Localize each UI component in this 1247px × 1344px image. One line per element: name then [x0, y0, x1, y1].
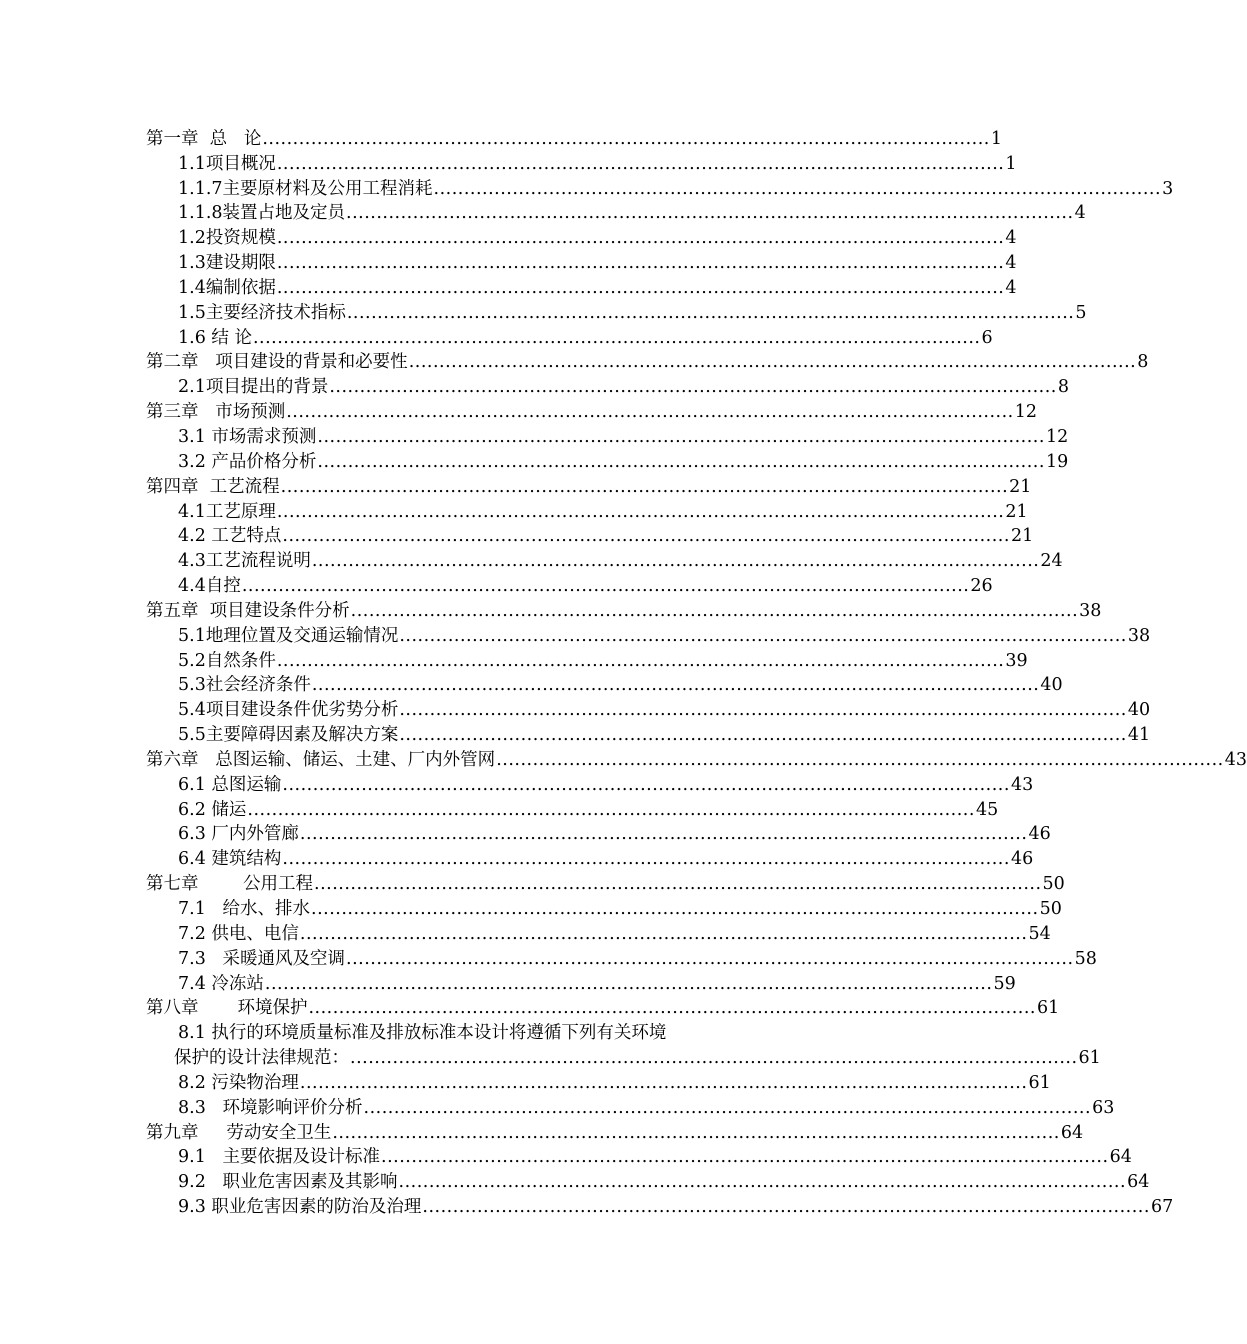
toc-entry-title: 3.1 市场需求预测 — [178, 426, 317, 447]
toc-dot-leader: ........................................................................................................................ — [408, 352, 1137, 373]
toc-entry-title: 4.2 工艺特点 — [178, 526, 282, 547]
toc-entry-title: 5.4项目建设条件优劣势分析 — [178, 700, 399, 721]
toc-page-number: 38 — [1127, 625, 1151, 646]
toc-entry-title: 第五章 项目建设条件分析 — [146, 600, 350, 621]
toc-entry-title: 第二章 项目建设的背景和必要性 — [146, 352, 408, 373]
toc-dot-leader: ........................................................................................................................ — [247, 799, 975, 820]
toc-entry-title: 9.2 职业危害因素及其影响 — [178, 1172, 398, 1193]
toc-dot-leader: ........................................................................................................................ — [264, 973, 993, 994]
toc-page-number: 46 — [1028, 824, 1051, 845]
toc-page-number: 24 — [1040, 551, 1063, 572]
toc-dot-leader: ........................................................................................................................ — [311, 551, 1040, 572]
toc-page-number: 43 — [1010, 774, 1034, 795]
toc-page-number: 21 — [1005, 501, 1028, 522]
toc-entry-title: 6.1 总图运输 — [178, 774, 282, 795]
toc-page-number: 4 — [1005, 277, 1017, 298]
toc-section-entry[interactable] — [146, 447, 1069, 472]
toc-entry-title: 7.2 供电、电信 — [178, 923, 299, 944]
toc-chapter-entry[interactable] — [146, 348, 1149, 373]
toc-dot-leader: ........................................................................................................................ — [299, 824, 1028, 845]
toc-entry-title: 1.6 结 论 — [178, 327, 252, 348]
toc-page-number: 21 — [1009, 476, 1032, 497]
toc-page-number: 58 — [1074, 948, 1097, 969]
toc-section-entry[interactable] — [146, 298, 1087, 323]
toc-section-entry[interactable] — [146, 223, 1017, 249]
toc-section-entry[interactable] — [146, 522, 1034, 547]
toc-section-entry[interactable] — [146, 621, 1151, 646]
toc-section-entry[interactable] — [146, 323, 993, 348]
toc-page-number: 40 — [1127, 700, 1151, 721]
toc-dot-leader: ........................................................................................................................ — [241, 576, 970, 597]
toc-entry-title: 3.2 产品价格分析 — [178, 451, 317, 472]
toc-dot-leader: ........................................................................................................................ — [496, 749, 1224, 770]
toc-entry-title: 1.4编制依据 — [178, 277, 276, 298]
toc-entry-title: 保护的设计法律规范： — [174, 1048, 349, 1069]
toc-dot-leader: ........................................................................................................................ — [332, 1122, 1060, 1143]
toc-section-entry[interactable] — [146, 770, 1034, 795]
toc-entry-title: 4.1工艺原理 — [178, 501, 276, 522]
toc-entry-title: 8.3 环境影响评价分析 — [178, 1097, 363, 1118]
toc-section-entry[interactable] — [146, 571, 993, 597]
toc-section-entry[interactable] — [146, 795, 999, 820]
toc-chapter-entry[interactable] — [146, 994, 1060, 1019]
toc-entry-title: 1.1.7主要原材料及公用工程消耗 — [178, 178, 433, 199]
toc-page-number: 5 — [1075, 302, 1087, 323]
toc-dot-leader: ........................................................................................................................ — [276, 253, 1005, 274]
toc-entry-title: 第七章 公用工程 — [146, 874, 314, 895]
toc-entry-title: 7.1 给水、排水 — [178, 899, 311, 919]
toc-dot-leader: ........................................................................................................................ — [311, 899, 1039, 919]
toc-page-number: 59 — [993, 973, 1016, 994]
toc-chapter-entry[interactable] — [146, 1118, 1084, 1143]
toc-dot-leader: ........................................................................................................................ — [317, 426, 1045, 447]
toc-page-number: 63 — [1092, 1097, 1115, 1118]
toc-page-number: 26 — [970, 576, 993, 597]
toc-page-number: 61 — [1036, 998, 1060, 1019]
toc-page-number: 64 — [1109, 1147, 1132, 1168]
toc-page-number: 4 — [1074, 203, 1086, 224]
toc-entry-title: 5.1地理位置及交通运输情况 — [178, 625, 399, 646]
toc-section-entry[interactable] — [146, 174, 1174, 199]
toc-dot-leader: ........................................................................................................................ — [276, 277, 1005, 298]
toc-page-number: 67 — [1150, 1197, 1174, 1218]
toc-dot-leader: ........................................................................................................................ — [299, 923, 1028, 944]
toc-page-number: 38 — [1079, 600, 1102, 621]
toc-entry-title: 第九章 劳动安全卫生 — [146, 1122, 332, 1143]
toc-section-entry[interactable] — [146, 273, 1017, 298]
toc-entry-title: 第八章 环境保护 — [146, 998, 308, 1019]
toc-section-entry[interactable] — [146, 1093, 1115, 1118]
toc-section-entry[interactable] — [146, 1068, 1051, 1093]
toc-entry-title: 2.1项目提出的背景 — [178, 377, 329, 398]
toc-entry-title: 7.4 冷冻站 — [178, 973, 264, 994]
toc-dot-leader: ........................................................................................................................ — [346, 948, 1074, 969]
toc-dot-leader: ........................................................................................................................ — [363, 1097, 1092, 1118]
toc-section-entry[interactable] — [146, 646, 1028, 671]
toc-page-number: 12 — [1014, 402, 1038, 423]
toc-section-entry[interactable] — [146, 1143, 1132, 1168]
toc-entry-title: 9.1 主要依据及设计标准 — [178, 1147, 381, 1168]
toc-dot-leader: ........................................................................................................................ — [399, 700, 1127, 721]
toc-dot-leader: ........................................................................................................................ — [433, 178, 1162, 199]
toc-entry-title: 8.2 污染物治理 — [178, 1072, 299, 1093]
toc-entry-title: 8.1 执行的环境质量标准及排放标准本设计将遵循下列有关环境 — [178, 1023, 667, 1044]
toc-entry-title: 第六章 总图运输、储运、土建、厂内外管网 — [146, 749, 496, 770]
toc-section-entry[interactable] — [146, 820, 1051, 845]
toc-page-number: 40 — [1040, 675, 1063, 696]
toc-page-number: 19 — [1045, 451, 1069, 472]
toc-section-entry[interactable] — [146, 894, 1062, 919]
toc-dot-leader: ........................................................................................................................ — [350, 600, 1079, 621]
toc-page-number: 21 — [1010, 526, 1034, 547]
toc-dot-leader: ........................................................................................................................ — [276, 153, 1005, 174]
toc-page-number: 46 — [1010, 849, 1034, 870]
toc-entry-title: 6.2 储运 — [178, 799, 247, 820]
toc-dot-leader: ........................................................................................................................ — [282, 526, 1010, 547]
toc-entry-title: 1.1项目概况 — [178, 153, 276, 174]
toc-page-number: 3 — [1162, 178, 1174, 199]
toc-page-number: 8 — [1057, 377, 1070, 398]
toc-section-entry[interactable] — [146, 248, 1017, 274]
toc-dot-leader: ........................................................................................................................ — [276, 501, 1005, 522]
toc-chapter-entry[interactable] — [146, 869, 1065, 895]
toc-page-number: 61 — [1028, 1072, 1051, 1093]
toc-section-entry[interactable] — [146, 720, 1151, 746]
toc-page-number: 4 — [1005, 228, 1017, 249]
toc-page-number: 12 — [1045, 426, 1069, 447]
toc-entry-title: 4.4自控 — [178, 576, 241, 597]
toc-entry-title: 1.5主要经济技术指标 — [178, 302, 346, 323]
toc-section-entry[interactable] — [146, 969, 1016, 994]
toc-page-number: 41 — [1127, 725, 1151, 746]
toc-entry-title: 9.3 职业危害因素的防治及治理 — [178, 1197, 422, 1218]
toc-section-entry[interactable] — [146, 497, 1028, 522]
toc-section-entry[interactable] — [146, 1018, 808, 1043]
toc-dot-leader: ........................................................................................................................ — [346, 203, 1074, 224]
toc-section-entry[interactable] — [146, 671, 1063, 696]
toc-entry-title: 5.2自然条件 — [178, 650, 276, 671]
toc-dot-leader: ........................................................................................................................ — [399, 625, 1127, 646]
toc-page-number: 64 — [1060, 1122, 1084, 1143]
toc-entry-title: 第三章 市场预测 — [146, 402, 286, 423]
table-of-contents — [146, 124, 1247, 1218]
toc-entry-title: 5.5主要障碍因素及解决方案 — [178, 725, 399, 746]
toc-chapter-entry[interactable] — [146, 397, 1038, 423]
toc-dot-leader: ........................................................................................................................ — [282, 774, 1010, 795]
toc-dot-leader: ........................................................................................................................ — [286, 402, 1014, 423]
toc-entry-title: 4.3工艺流程说明 — [178, 551, 311, 572]
toc-page-number: 54 — [1028, 923, 1051, 944]
toc-dot-leader: ........................................................................................................................ — [350, 1048, 1078, 1069]
toc-dot-leader: ........................................................................................................................ — [314, 874, 1042, 895]
toc-section-entry[interactable] — [146, 149, 1017, 174]
toc-entry-title: 5.3社会经济条件 — [178, 675, 311, 696]
toc-entry-title: 1.1.8装置占地及定员 — [178, 203, 346, 224]
toc-page-number: 4 — [1005, 253, 1017, 274]
toc-page-number: 50 — [1042, 874, 1065, 895]
toc-dot-leader: ........................................................................................................................ — [399, 725, 1127, 746]
toc-section-entry[interactable] — [146, 919, 1051, 944]
toc-dot-leader: ........................................................................................................................ — [311, 675, 1040, 696]
toc-chapter-entry[interactable] — [146, 745, 1247, 770]
toc-page-number: 64 — [1127, 1172, 1150, 1193]
toc-dot-leader: ........................................................................................................................ — [317, 451, 1045, 472]
toc-page-number: 61 — [1078, 1048, 1101, 1069]
toc-entry-title: 1.3建设期限 — [178, 253, 276, 274]
toc-section-entry[interactable] — [146, 372, 1070, 398]
toc-dot-leader: ........................................................................................................................ — [276, 650, 1005, 671]
toc-dot-leader: ........................................................................................................................ — [282, 849, 1010, 870]
toc-section-entry[interactable] — [146, 199, 1086, 224]
toc-page-number: 50 — [1039, 899, 1062, 919]
toc-entry-title: 第四章 工艺流程 — [146, 476, 280, 497]
toc-section-entry[interactable] — [146, 1043, 1101, 1069]
toc-page-number: 45 — [975, 799, 999, 820]
toc-dot-leader: ........................................................................................................................ — [299, 1072, 1028, 1093]
toc-entry-title: 1.2投资规模 — [178, 228, 276, 249]
toc-entry-title: 6.3 厂内外管廊 — [178, 824, 299, 845]
toc-section-entry[interactable] — [146, 695, 1151, 721]
toc-page-number: 8 — [1137, 352, 1149, 373]
toc-section-entry[interactable] — [146, 1167, 1150, 1193]
toc-dot-leader: ........................................................................................................................ — [308, 998, 1036, 1019]
toc-page-number: 43 — [1224, 749, 1247, 770]
toc-chapter-entry[interactable] — [146, 124, 1002, 149]
toc-page-number: 39 — [1005, 650, 1028, 671]
toc-section-entry[interactable] — [146, 844, 1034, 870]
toc-entry-title: 第一章 总 论 — [146, 128, 262, 149]
toc-entry-title: 6.4 建筑结构 — [178, 849, 282, 870]
toc-dot-leader: ........................................................................................................................ — [398, 1172, 1127, 1193]
toc-section-entry[interactable] — [146, 546, 1063, 572]
toc-page-number: 1 — [990, 128, 1002, 149]
toc-dot-leader: ........................................................................................................................ — [276, 228, 1005, 249]
toc-dot-leader: ........................................................................................................................ — [381, 1147, 1109, 1168]
toc-dot-leader: ........................................................................................................................ — [346, 302, 1075, 323]
toc-dot-leader: ........................................................................................................................ — [329, 377, 1057, 398]
toc-dot-leader: ........................................................................................................................ — [422, 1197, 1150, 1218]
toc-page-number: 6 — [981, 327, 993, 348]
toc-entry-title: 7.3 采暖通风及空调 — [178, 948, 346, 969]
toc-section-entry[interactable] — [146, 944, 1097, 969]
toc-page-number: 1 — [1005, 153, 1017, 174]
toc-section-entry[interactable] — [146, 1192, 1174, 1218]
toc-dot-leader: ........................................................................................................................ — [262, 128, 990, 149]
toc-section-entry[interactable] — [146, 422, 1069, 447]
toc-chapter-entry[interactable] — [146, 472, 1032, 497]
toc-dot-leader: ........................................................................................................................ — [280, 476, 1009, 497]
toc-chapter-entry[interactable] — [146, 596, 1102, 621]
toc-dot-leader: ........................................................................................................................ — [252, 327, 981, 348]
